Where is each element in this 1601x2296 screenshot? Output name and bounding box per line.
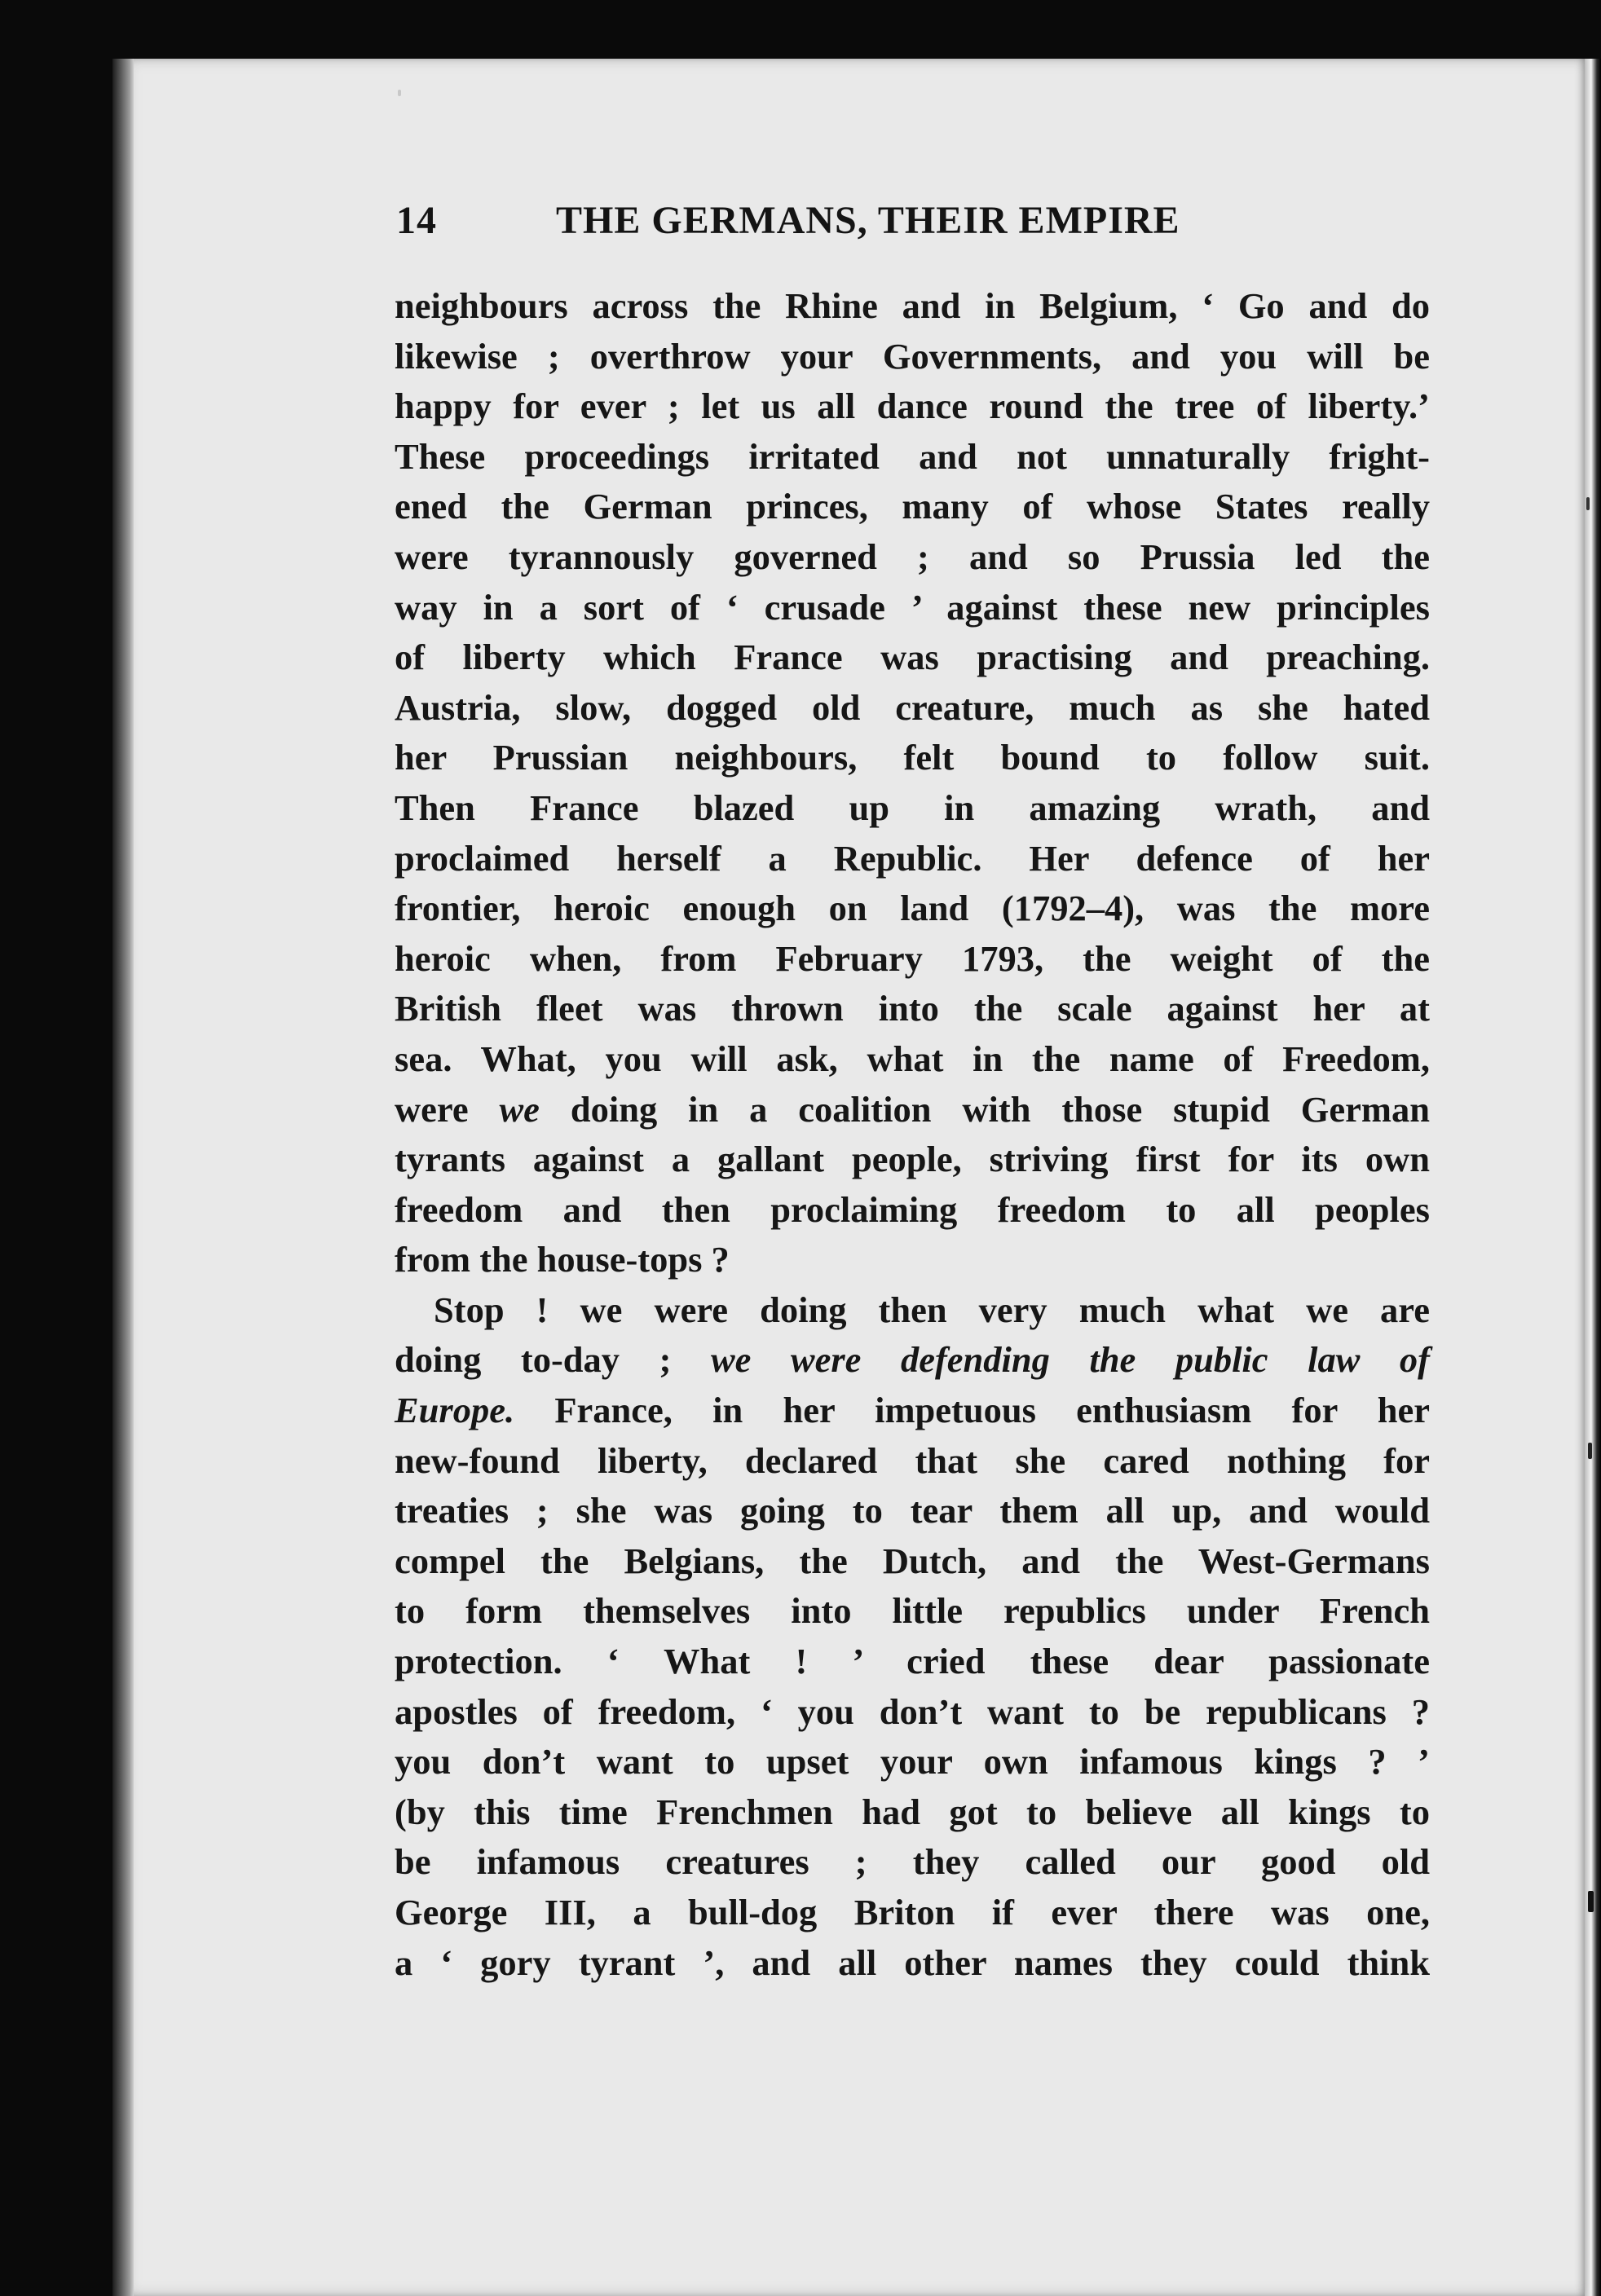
text-line: George III, a bull-dog Briton if ever there was one, bbox=[395, 1892, 1430, 1932]
text-line: protection. ‘ What ! ’ cried these dear passionate bbox=[395, 1641, 1430, 1682]
text-line: ened the German princes, many of whose States really bbox=[395, 486, 1430, 527]
text-line: new-found liberty, declared that she cared nothing for bbox=[395, 1439, 1430, 1481]
text-line: frontier, heroic enough on land (1792–4), was the more bbox=[395, 888, 1430, 929]
text-line: proclaimed herself a Republic. Her defence of her bbox=[395, 837, 1430, 879]
page-binding-shadow bbox=[112, 59, 134, 2296]
text-line: to form themselves into little republics under French bbox=[395, 1590, 1430, 1632]
page-right-edge bbox=[1585, 59, 1601, 2296]
text-line bbox=[395, 1335, 1430, 1386]
page-number: 14 bbox=[396, 199, 437, 242]
text-line: sea. What, you will ask, what in the name of Freedom, bbox=[395, 1038, 1430, 1079]
text-line: be infamous creatures ; they called our good old bbox=[395, 1841, 1430, 1883]
text-line: you don’t want to upset your own infamous kings ? ’ bbox=[395, 1741, 1430, 1783]
text-segment: were bbox=[395, 1088, 500, 1130]
text-line: treaties ; she was going to tear them all up, and would bbox=[395, 1490, 1430, 1531]
text-line: way in a sort of ‘ crusade ’ against these new principles bbox=[395, 586, 1430, 628]
text-line: Austria, slow, dogged old creature, much as she hated bbox=[395, 686, 1430, 728]
text-line: her Prussian neighbours, felt bound to follow suit. bbox=[395, 737, 1430, 778]
text-line: apostles of freedom, ‘ you don’t want to be republicans ? bbox=[395, 1690, 1430, 1732]
body-text bbox=[395, 281, 1430, 1988]
text-segment: doing to-day ; bbox=[395, 1339, 711, 1381]
text-line: British fleet was thrown into the scale against her at bbox=[395, 988, 1430, 1029]
text-line: Stop ! we were doing then very much what we are bbox=[434, 1289, 1430, 1330]
text-line: heroic when, from February 1793, the weight of the bbox=[395, 937, 1430, 979]
text-line: neighbours across the Rhine and in Belgium, ‘ Go and do bbox=[395, 285, 1430, 326]
page-header bbox=[396, 198, 1293, 255]
text-line: Then France blazed up in amazing wrath, and bbox=[395, 787, 1430, 828]
text-line bbox=[395, 1085, 1430, 1135]
scan-speck bbox=[1588, 1443, 1592, 1459]
text-line: compel the Belgians, the Dutch, and the West-Germans bbox=[395, 1540, 1430, 1581]
text-line: a ‘ gory tyrant ’, and all other names they could think bbox=[395, 1941, 1430, 1983]
text-line: tyrants against a gallant people, striving first for its own bbox=[395, 1139, 1430, 1180]
text-line: were tyrannously governed ; and so Prussia led the bbox=[395, 535, 1430, 577]
book-page bbox=[245, 73, 1549, 2274]
text-line: freedom and then proclaiming freedom to all peoples bbox=[395, 1188, 1430, 1230]
text-line bbox=[395, 1386, 1430, 1436]
scan-speck bbox=[1588, 1891, 1594, 1912]
text-segment: doing in a coalition with those stupid German bbox=[539, 1088, 1430, 1130]
text-line: of liberty which France was practising and preaching. bbox=[395, 637, 1430, 678]
text-segment: France, in her impetuous enthusiasm for her bbox=[514, 1390, 1430, 1431]
scan-speck bbox=[1586, 497, 1590, 510]
italic-emphasis: we bbox=[499, 1088, 540, 1130]
text-line: These proceedings irritated and not unnaturally fright- bbox=[395, 435, 1430, 477]
running-title: THE GERMANS, THEIR EMPIRE bbox=[556, 199, 1180, 242]
text-line: happy for ever ; let us all dance round the tree of liberty.’ bbox=[395, 386, 1430, 427]
text-line: (by this time Frenchmen had got to believe all kings to bbox=[395, 1791, 1430, 1832]
italic-emphasis: we were defending the public law of bbox=[710, 1339, 1430, 1381]
italic-emphasis: Europe. bbox=[395, 1390, 515, 1431]
text-line: likewise ; overthrow your Governments, and you will be bbox=[395, 335, 1430, 377]
text-line: from the house-tops ? bbox=[395, 1239, 730, 1280]
